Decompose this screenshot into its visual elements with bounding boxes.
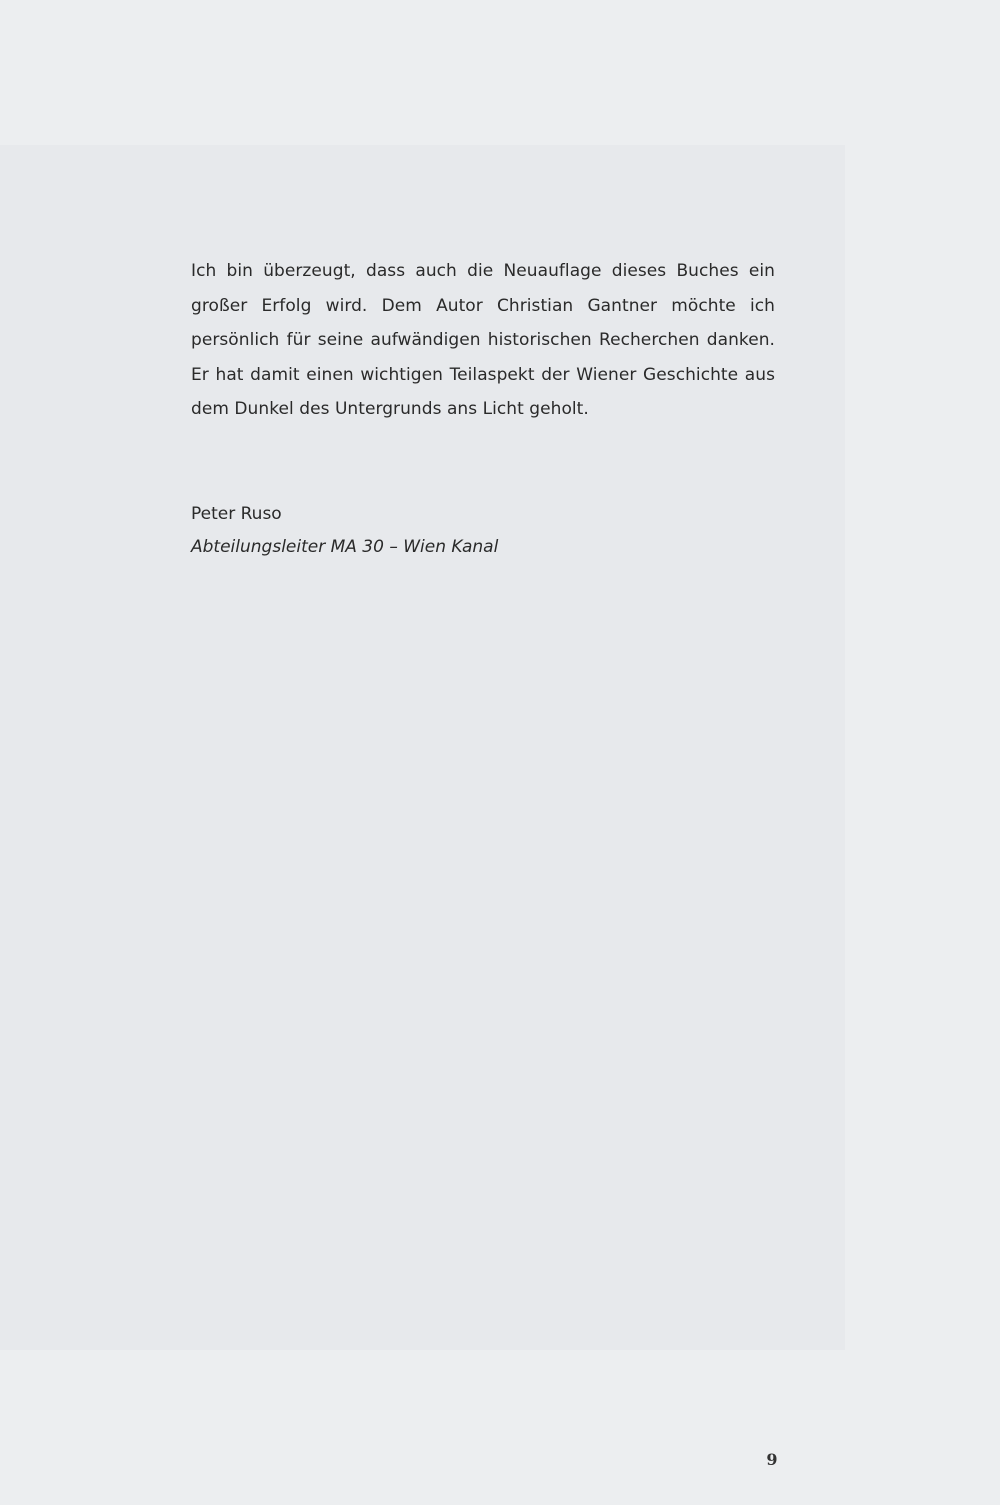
page-number: 9 bbox=[766, 1450, 778, 1469]
body-paragraph: Ich bin überzeugt, dass auch die Neuauflage dieses Buches ein großer Erfolg wird. Dem Autor Christian Gantner möchte ich persönlich für seine aufwändigen historischen Recherchen danken. Er hat damit einen wichtigen Teilaspekt der Wiener Geschichte aus dem Dunkel des Untergrunds ans Licht geholt. bbox=[191, 261, 775, 419]
signature-block bbox=[191, 498, 791, 564]
signature-name: Peter Ruso bbox=[191, 504, 282, 524]
signature-role: Abteilungsleiter MA 30 – Wien Kanal bbox=[191, 537, 499, 557]
